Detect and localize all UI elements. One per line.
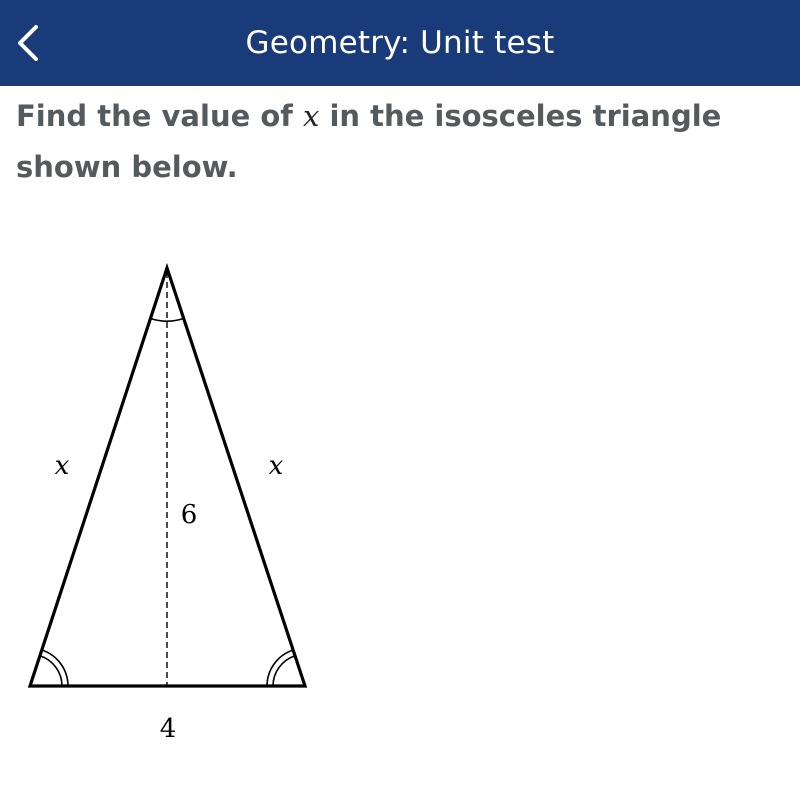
left-side-label: x [54, 451, 70, 481]
height-label: 6 [180, 500, 198, 530]
base-label: 4 [159, 714, 177, 744]
question-variable: x [303, 99, 320, 133]
left-base-angle-arc-outer [42, 650, 68, 686]
right-side-label: x [268, 451, 284, 481]
question-suffix: in the isosceles triangle shown below. [16, 99, 722, 184]
app-header [0, 0, 800, 86]
apex-angle-arc [151, 319, 184, 322]
triangle-outline [30, 268, 305, 686]
question-text [16, 91, 786, 193]
page-title: Geometry: Unit test [245, 25, 555, 61]
left-base-angle-arc-inner [40, 656, 62, 686]
right-base-angle-arc-inner [273, 656, 295, 686]
question-prefix: Find the value of [16, 99, 293, 133]
right-base-angle-arc-outer [267, 650, 293, 686]
